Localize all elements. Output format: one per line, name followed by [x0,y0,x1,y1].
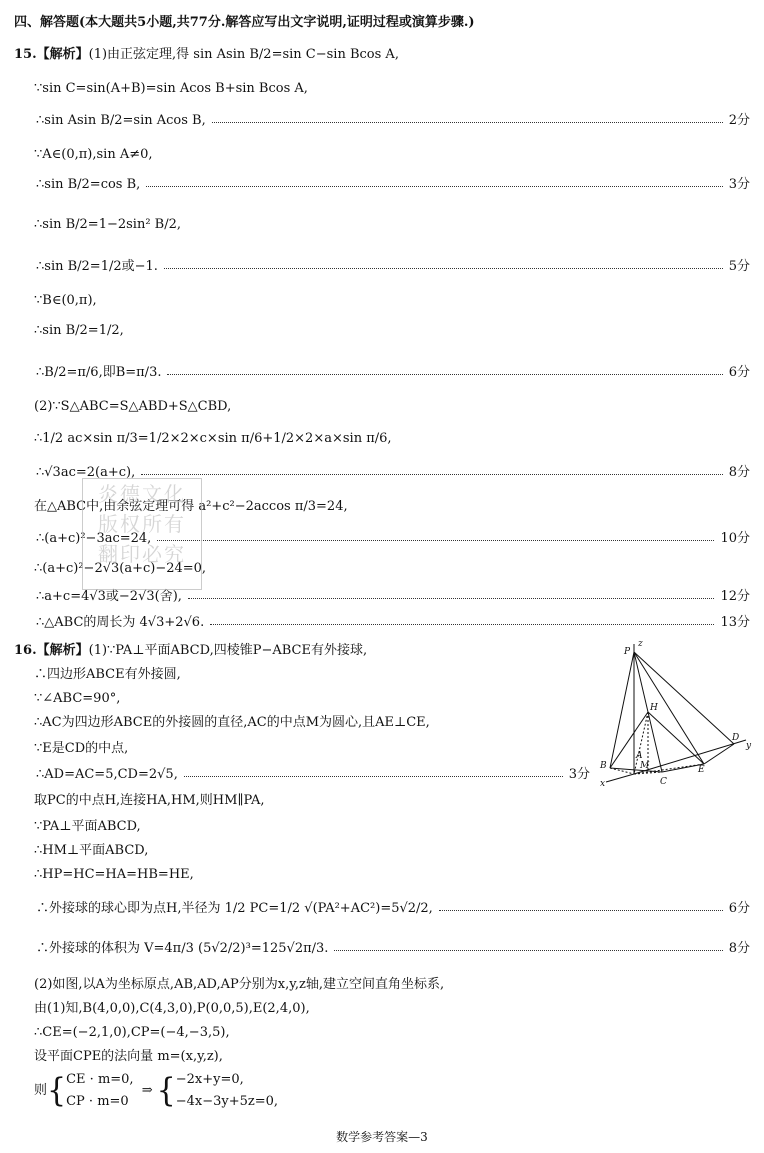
q16-line-4: ∴AC为四边形ABCE的外接圆的直径,AC的中点M为圆心,且AE⊥CE, [34,715,430,730]
q16-line-1: 16.【解析】(1)∵PA⊥平面ABCD,四棱锥P−ABCE有外接球, [14,643,368,658]
leader-dots [210,615,714,625]
q16-line-15: ∴CE=(−2,1,0),CP=(−4,−3,5), [34,1025,230,1040]
section-title: 四、解答题(本大题共5小题,共77分.解答应写出文字说明,证明过程或演算步骤.) [14,15,475,30]
q16-line-8: ∵PA⊥平面ABCD, [34,819,141,834]
score: 6分 [728,365,750,380]
leader-dots [184,767,563,777]
q16-line-17-system: 则{ CE · m=0, CP · m=0 ⇒ { −2x+y=0, −4x−3y+5z=0, [34,1068,278,1114]
leader-dots [167,365,722,375]
score: 8分 [728,941,750,956]
score: 12分 [720,589,750,604]
label-H: H [650,703,658,713]
label-y: y [746,741,752,751]
leader-dots [439,901,723,911]
pyramid-diagram [596,636,756,786]
q15-line-9: ∴sin B/2=1/2, [34,323,124,338]
q15-line-1: 15.【解析】(1)由正弦定理,得 sin Asin B/2=sin C−sin Bcos A, [14,47,399,62]
q15-line-16: ∴(a+c)²−2√3(a+c)−24=0, [34,561,207,576]
q15-line-12: ∴1/2 ac×sin π/3=1/2×2×c×sin π/6+1/2×2×a×sin π/6, [34,431,392,446]
score: 13分 [720,615,750,630]
score: 8分 [728,465,750,480]
q15-line-17: ∴a+c=4√3或−2√3(舍), 12分 [36,589,750,604]
q16-line-2: ∴四边形ABCE有外接圆, [34,667,181,682]
label-E: E [698,765,705,775]
score: 5分 [728,259,750,274]
leader-dots [164,259,723,269]
leader-dots [212,113,723,123]
q15-line-15: ∴(a+c)²−3ac=24, 10分 [36,531,750,546]
left-brace: { [47,1070,67,1110]
q16-line-11: ∴外接球的球心即为点H,半径为 1/2 PC=1/2 √(PA²+AC²)=5√2/2, 6分 [36,901,750,916]
q15-line-3: ∴sin Asin B/2=sin Acos B, 2分 [36,113,750,128]
q15-line-10: ∴B/2=π/6,即B=π/3. 6分 [36,365,750,380]
score: 3分 [728,177,750,192]
q15-line-14: 在△ABC中,由余弦定理可得 a²+c²−2accos π/3=24, [34,499,348,514]
left-brace: { [156,1070,176,1110]
q16-line-10: ∴HP=HC=HA=HB=HE, [34,867,194,882]
q15-line-2: ∵sin C=sin(A+B)=sin Acos B+sin Bcos A, [34,81,308,96]
leader-dots [334,941,722,951]
q16-line-16: 设平面CPE的法向量 m=(x,y,z), [34,1049,223,1064]
q16-label: 16.【解析】 [14,643,89,658]
q16-line-5: ∵E是CD的中点, [34,741,129,756]
label-B: B [600,761,607,771]
leader-dots [157,531,714,541]
label-C: C [660,777,667,786]
leader-dots [188,589,715,599]
label-x: x [600,779,606,786]
q16-line-7: 取PC的中点H,连接HA,HM,则HM∥PA, [34,793,265,808]
q16-line-13: (2)如图,以A为坐标原点,AB,AD,AP分别为x,y,z轴,建立空间直角坐标系, [34,977,445,992]
leader-dots [146,177,722,187]
q15-line-13: ∴√3ac=2(a+c), 8分 [36,465,750,480]
q15-line-11: (2)∵S△ABC=S△ABD+S△CBD, [34,399,232,414]
q15-line-7: ∴sin B/2=1/2或−1. 5分 [36,259,750,274]
page-footer: 数学参考答案—3 [336,1130,428,1144]
q15-line-18: ∴△ABC的周长为 4√3+2√6. 13分 [36,615,750,630]
label-z: z [638,639,643,649]
q15-label: 15.【解析】 [14,47,89,62]
score: 3分 [568,767,590,782]
q15-line-5: ∴sin B/2=cos B, 3分 [36,177,750,192]
q15-line-6: ∴sin B/2=1−2sin² B/2, [34,217,182,232]
q15-line-4: ∵A∈(0,π),sin A≠0, [34,147,153,162]
label-M: M [640,761,650,771]
q16-line-9: ∴HM⊥平面ABCD, [34,843,149,858]
score: 6分 [728,901,750,916]
q16-line-3: ∵∠ABC=90°, [34,691,121,706]
score: 2分 [728,113,750,128]
leader-dots [141,465,722,475]
q16-line-12: ∴外接球的体积为 V=4π/3 (5√2/2)³=125√2π/3. 8分 [36,941,750,956]
q16-line-6: ∴AD=AC=5,CD=2√5, 3分 [36,767,590,782]
label-A: A [636,751,643,761]
label-P: P [624,647,631,657]
q16-line-14: 由(1)知,B(4,0,0),C(4,3,0),P(0,0,5),E(2,4,0), [34,1001,310,1016]
label-D: D [732,733,740,743]
score: 10分 [720,531,750,546]
q15-line-8: ∵B∈(0,π), [34,293,97,308]
watermark-stamp: 炎德文化 版权所有 翻印必究 [82,478,202,590]
